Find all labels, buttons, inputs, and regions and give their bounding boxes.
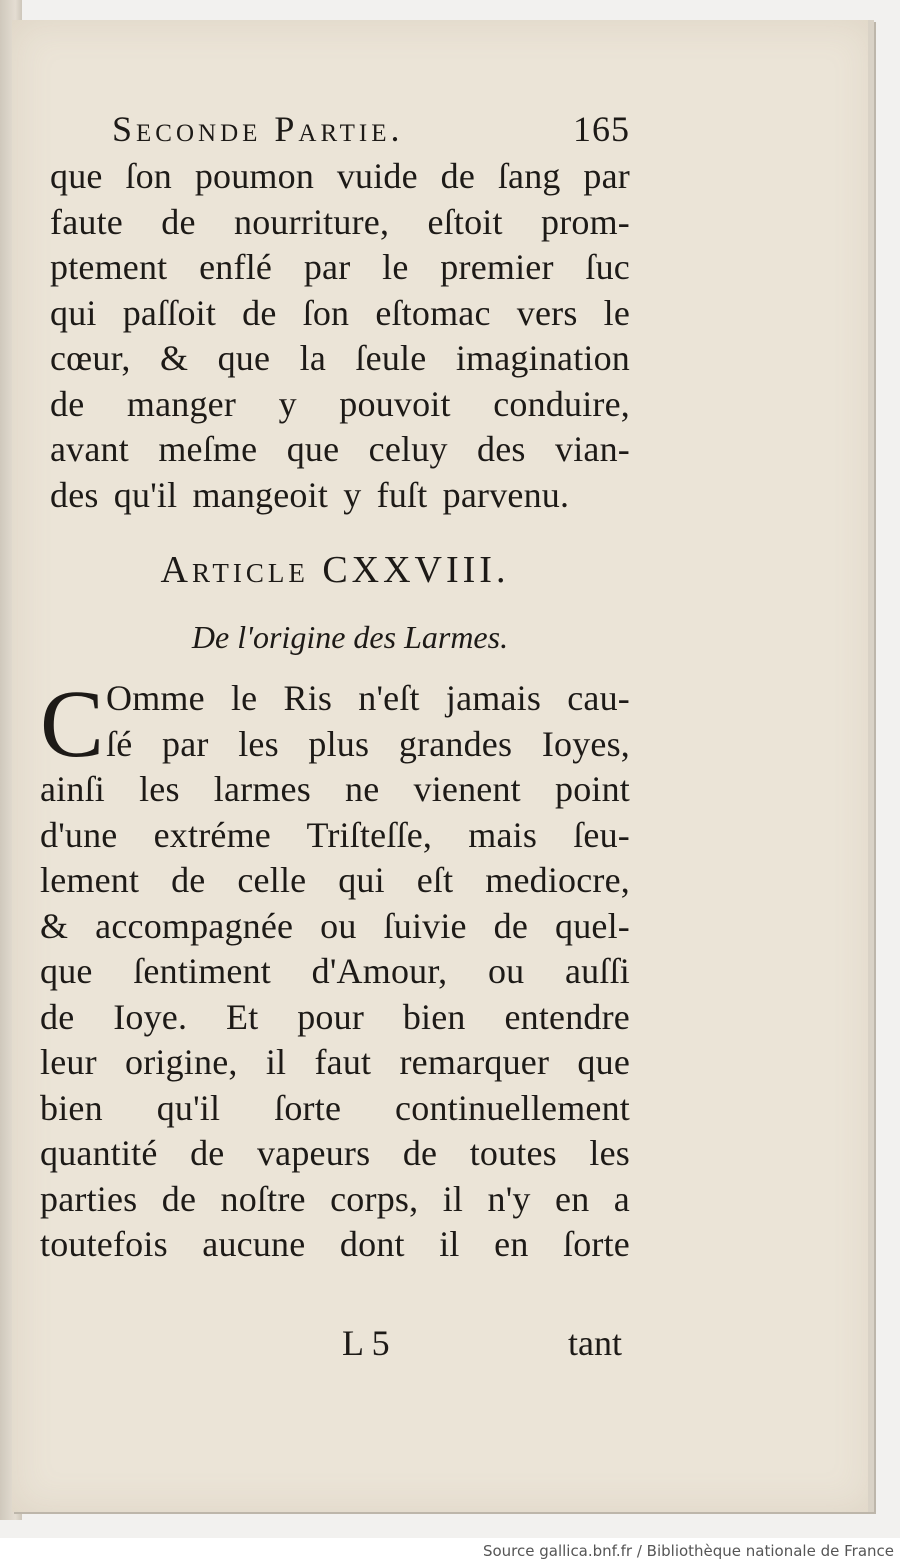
source-credit: Source gallica.bnf.fr / Bibliothèque nationale de France <box>482 1542 894 1560</box>
text-line: avant meſme que celuy des vian- <box>50 429 630 469</box>
article-heading: Article CXXVIII. <box>160 549 510 591</box>
text-line: quantité de vapeurs de toutes les <box>40 1133 630 1173</box>
catchword: tant <box>568 1323 622 1363</box>
text-line: parties de noſtre corps, il n'y en a <box>40 1178 630 1219</box>
page-footer <box>342 1322 622 1364</box>
signature-mark: L 5 <box>342 1323 390 1363</box>
text-line: ſé par les plus grandes Ioyes, <box>106 723 630 764</box>
page-text-block <box>40 108 630 1268</box>
drop-cap: C <box>40 670 105 777</box>
text-line: & accompagnée ou ſuivie de quel- <box>40 905 630 946</box>
intro-text <box>40 154 630 518</box>
text-line: lement de celle qui eſt mediocre, <box>40 860 630 900</box>
text-line: que ſentiment d'Amour, ou auſſi <box>40 951 630 991</box>
article-subtitle: De l'origine des Larmes. <box>191 619 509 655</box>
text-line: de Ioye. Et pour bien entendre <box>40 996 630 1037</box>
text-line: d'une extréme Triſteſſe, mais ſeu- <box>40 814 630 855</box>
text-line: bien qu'il ſorte continuellement <box>40 1087 630 1128</box>
text-line: des qu'il mangeoit y fuſt parvenu. <box>50 474 570 515</box>
text-line: qui paſſoit de ſon eſtomac vers le <box>50 292 630 333</box>
text-line: toutefois aucune dont il en ſorte <box>40 1224 630 1264</box>
text-line: ainſi les larmes ne vienent point <box>40 769 630 809</box>
book-page <box>12 20 874 1512</box>
text-line: faute de nourriture, eſtoit prom- <box>50 201 630 242</box>
text-line: leur origine, il faut remarquer que <box>40 1042 630 1082</box>
running-head <box>40 108 630 154</box>
text-line: ptement enflé par le premier ſuc <box>50 247 630 287</box>
page-edge-shadow <box>868 20 874 1512</box>
article-paragraph <box>40 670 630 1268</box>
text-line: Omme le Ris n'eſt jamais cau- <box>106 678 630 718</box>
text-line: cœur, & que la ſeule imagination <box>50 338 630 378</box>
page-number: 165 <box>573 109 630 149</box>
running-head-title: Seconde Partie. <box>112 109 404 149</box>
text-line: de manger y pouvoit conduire, <box>50 383 630 424</box>
text-line: que ſon poumon vuide de ſang par <box>50 156 630 196</box>
